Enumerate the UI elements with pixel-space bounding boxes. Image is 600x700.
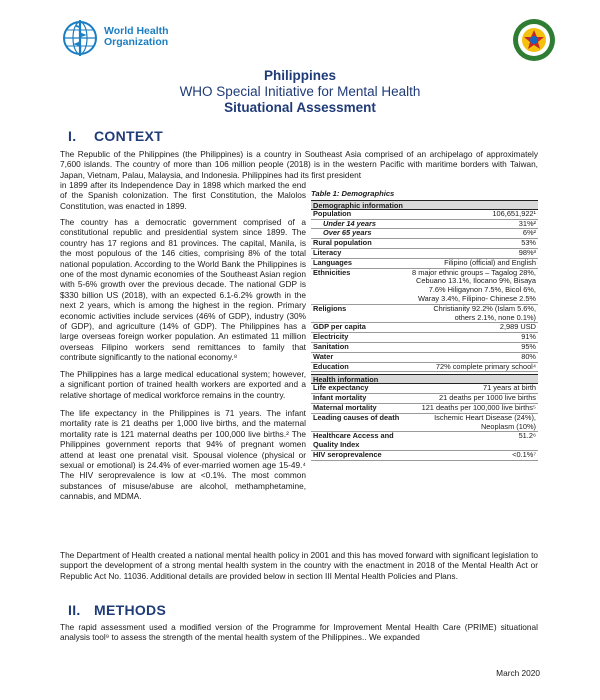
row-label: GDP per capita [313, 322, 366, 332]
table-row [311, 269, 538, 305]
context-intro-continued: in 1899 after its Independence Day in 1898 which marked the end of the Spanish colonization. The first Constitution, the Malolos Constitution, was enacted in 1899. [60, 180, 306, 211]
section-heading-context [68, 128, 163, 144]
table-row [311, 414, 538, 433]
row-value: 106,651,922¹ [492, 208, 536, 218]
table-row [311, 363, 538, 373]
section-label: METHODS [94, 602, 167, 618]
demographic-rows [311, 210, 538, 373]
initiative-title: WHO Special Initiative for Mental Health [179, 84, 421, 99]
row-value: 2,989 USD [499, 322, 536, 332]
row-value: 98%³ [518, 247, 536, 257]
context-intro-paragraph: The Republic of the Philippines (the Philippines) is a country in Southeast Asia comprised of an archipelago of approximately 7,600 islands. The country of more than 106 million people (2018) is in the western Pacific with maritime borders with Taiwan, Japan, Vietnam, Palau, Malaysia, and Indonesia. Philippines had its first president [60, 149, 538, 180]
row-label: Ethnicities [313, 267, 351, 277]
education-paragraph: The Philippines has a large medical educational system; however, a significant portion of trained health workers are exported and a relative shortage of medical workforce remains in the country. [60, 369, 306, 400]
section-label: CONTEXT [94, 128, 163, 144]
row-value: 21 deaths per 1000 live births [439, 393, 536, 403]
who-emblem-icon [60, 18, 100, 58]
policy-paragraph: The Department of Health created a national mental health policy in 2001 and this has moved forward with significant legislation to support the development of a strong mental health system in the country with the enactment in 2018 of the Mental Health Act or Republic Act No. 11036. Additional details are provided below in section III Mental Health Policies and Plans. [60, 550, 538, 581]
footer-date: March 2020 [496, 668, 540, 678]
row-value: 72% complete primary school⁴ [435, 361, 536, 371]
demographics-table [311, 190, 538, 461]
row-label: Literacy [313, 247, 342, 257]
row-label: Infant mortality [313, 393, 367, 403]
row-label: Population [313, 208, 352, 218]
row-value: Christianity 92.2% (Islam 5.6%, others 2.1%, none 0.1%) [433, 303, 536, 322]
row-value: 51.2⁶ [518, 431, 536, 441]
org-name-line2: Organization [104, 36, 169, 48]
row-label: Languages [313, 257, 353, 267]
who-org-name [104, 26, 169, 48]
table-row [311, 343, 538, 353]
demographic-header: Demographic information [311, 200, 538, 210]
row-value: <0.1%⁷ [512, 449, 536, 459]
row-label: Over 65 years [323, 228, 372, 238]
country-title: Philippines [263, 68, 336, 83]
row-label: Electricity [313, 332, 349, 342]
row-value: 6%² [522, 228, 536, 238]
row-label: Healthcare Access and Quality Index [313, 431, 394, 450]
row-value: 91% [521, 332, 536, 342]
doh-seal-icon [512, 18, 556, 62]
row-value: Ischemic Heart Disease (24%), Neoplasm (10%) [434, 412, 536, 431]
org-name-line1: World Health [104, 25, 169, 37]
table-row [311, 239, 538, 249]
report-title: Situational Assessment [224, 100, 376, 115]
row-label: Education [313, 361, 349, 371]
row-label: Maternal mortality [313, 402, 377, 412]
row-label: Under 14 years [323, 218, 376, 228]
row-label: Life expectancy [313, 383, 369, 393]
row-label: Religions [313, 303, 347, 313]
governance-paragraph: The country has a democratic government comprised of a constitutional republic and presidential system since 1899. The country has 17 regions and 81 provinces. The capital, Manila, is the most populous of the 146 cities, comprising 8% of the total national population. According to the World Bank the Philippines is one of the most dynamic economies of the Southeast Asian region with 5-6% growth over the previous decade. The national GDP is $330 billion US (2018), with an expected 6.1-6.2% growth in the next 2 years, which is among the highest in the region. Primary economic activities include services (46% of GDP), industry (30% of GDP), and agriculture (14% of GDP). The Philippines has a large overseas foreign worker population. An estimated 11 million overseas Filipino workers send remittances to family that contribute significantly to the national economy.⁸ [60, 217, 306, 363]
row-value: 95% [521, 341, 536, 351]
row-value: 71 years at birth [483, 383, 536, 393]
table-row [311, 432, 538, 451]
methods-paragraph: The rapid assessment used a modified version of the Programme for Improvement Mental Health Care (PRIME) situational analysis tool⁹ to assess the strength of the mental health system of the Philippines.. We expanded [60, 622, 538, 643]
row-value: 53% [521, 238, 536, 248]
section-number: II. [68, 602, 81, 618]
table-row [311, 451, 538, 461]
row-label: Sanitation [313, 341, 349, 351]
health-header: Health information [311, 374, 538, 384]
row-label: Rural population [313, 238, 372, 248]
title-block [0, 68, 600, 116]
section-heading-methods [68, 602, 166, 618]
row-value: 31%² [518, 218, 536, 228]
row-label: HIV seroprevalence [313, 449, 382, 459]
section-number: I. [68, 128, 77, 144]
row-value: 8 major ethnic groups – Tagalog 28%, Cebuano 13.1%, Ilocano 9%, Bisaya 7.6% Hiligaynon 7.5%, Bicol 6%, Waray 3.4%, Filipino- Chinese 2.5% [412, 267, 536, 303]
table-row [311, 305, 538, 324]
row-value: 80% [521, 351, 536, 361]
page-header [60, 18, 556, 62]
health-rows [311, 384, 538, 460]
row-label: Water [313, 351, 334, 361]
row-value: Filipino (official) and English [444, 257, 536, 267]
row-value: 121 deaths per 100,000 live births⁵ [421, 402, 536, 412]
row-label: Leading causes of death [313, 412, 400, 422]
health-paragraph: The life expectancy in the Philippines is 71 years. The infant mortality rate is 21 deaths per 1,000 live births, and the maternal mortality rate is 121 maternal deaths per 100,000 live births.² The Philippines government reports that 94% of pregnant women attend at least one prenatal visit. Spousal violence (physical or sexual or emotional) is 24.4% of ever-married women age 15-49.⁴ The HIV seroprevalence is low at <0.1%. The most common substances of misuse/abuse are alcohol, methamphetamine, cannabis, and MDMA. [60, 408, 306, 502]
table-caption: Table 1: Demographics [311, 189, 395, 198]
